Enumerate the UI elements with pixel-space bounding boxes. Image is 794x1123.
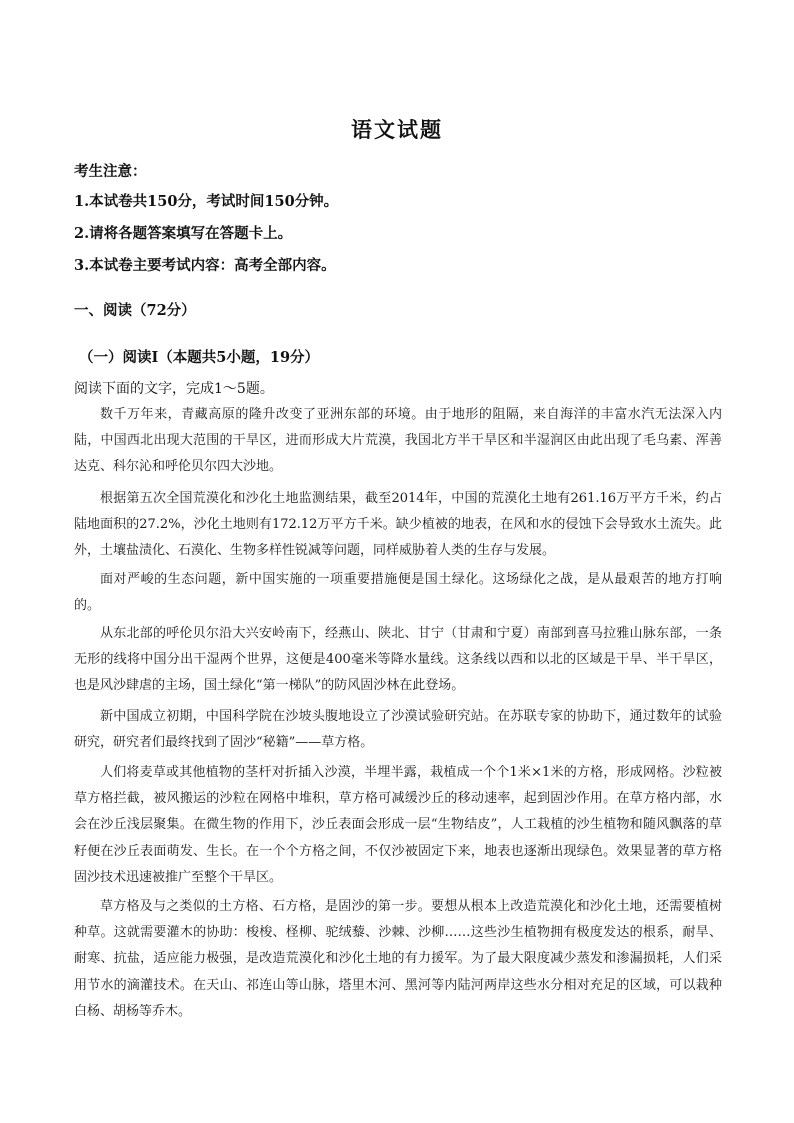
notice-item-2: 2.请将各题答案填写在答题卡上。 — [74, 225, 293, 242]
paragraph-6: 人们将麦草或其他植物的茎杆对折插入沙漠，半埋半露，栽植成一个个1米×1米的方格，形成网格。沙粒被草方格拦截，被风搬运的沙粒在网格中堆积，草方格可减缓沙丘的移动速率，起到固沙作用。在草方格内部，水会在沙丘浅层聚集。在微生物的作用下，沙丘表面会形成一层“生物结皮”，人工栽植的沙生植物和随风飘落的草籽便在沙丘表面萌发、生长。在一个个方格之间，不仅沙被固定下来，地表也逐渐出现绿色。效果显著的草方格固沙技术迅速被推广至整个干旱区。 — [74, 765, 722, 885]
paragraph-4: 从东北部的呼伦贝尔沿大兴安岭南下，经燕山、陕北、甘宁（甘肃和宁夏）南部到喜马拉雅山脉东部，一条无形的线将中国分出干湿两个世界，这便是400毫米等降水量线。这条线以西和以北的区域是干旱、半干旱区，也是风沙肆虐的主场，国土绿化“第一梯队”的防风固沙林在此登场。 — [74, 626, 722, 694]
notice-item-1: 1.本试卷共150分，考试时间150分钟。 — [74, 193, 339, 210]
notice-heading: 考生注意： — [74, 163, 147, 180]
reading-instruction: 阅读下面的文字，完成1～5题。 — [74, 381, 274, 397]
section-heading: 一、阅读（72分） — [74, 302, 196, 319]
paragraph-1: 数千万年来，青藏高原的隆升改变了亚洲东部的环境。由于地形的阻隔，来自海洋的丰富水汽无法深入内陆，中国西北出现大范围的干旱区，进而形成大片荒漠，我国北方半干旱区和半湿润区由此出现了毛乌素、浑善达克、科尔沁和呼伦贝尔四大沙地。 — [74, 407, 722, 475]
paragraph-7: 草方格及与之类似的土方格、石方格，是固沙的第一步。要想从根本上改造荒漠化和沙化土地，还需要植树种草。这就需要灌木的协助：梭梭、柽柳、驼绒藜、沙棘、沙柳……这些沙生植物拥有极度发达的根系，耐旱、耐寒、抗盐，适应能力极强，是改造荒漠化和沙化土地的有力援军。为了最大限度减少蒸发和渗漏损耗，人们采用节水的滴灌技术。在天山、祁连山等山脉，塔里木河、黑河等内陆河两岸这些水分相对充足的区域，可以栽种白杨、胡杨等乔木。 — [74, 899, 722, 1019]
page-title: 语文试题 — [351, 117, 443, 142]
notice-item-3: 3.本试卷主要考试内容：高考全部内容。 — [74, 257, 336, 274]
paragraph-2: 根据第五次全国荒漠化和沙化土地监测结果，截至2014年，中国的荒漠化土地有261.16万平方千米，约占陆地面积的27.2%，沙化土地则有172.12万平方千米。缺少植被的地表，在风和水的侵蚀下会导致水土流失。此外，土壤盐渍化、石漠化、生物多样性锐减等问题，同样威胁着人类的生存与发展。 — [74, 491, 722, 559]
paragraph-3: 面对严峻的生态问题，新中国实施的一项重要措施便是国土绿化。这场绿化之战，是从最艰苦的地方打响的。 — [74, 572, 722, 614]
subsection-heading: （一）阅读Ⅰ（本题共5小题，19分） — [79, 349, 320, 366]
paragraph-5: 新中国成立初期，中国科学院在沙坡头腹地设立了沙漠试验研究站。在苏联专家的协助下，通过数年的试验研究，研究者们最终找到了固沙“秘籍”——草方格。 — [74, 709, 722, 751]
